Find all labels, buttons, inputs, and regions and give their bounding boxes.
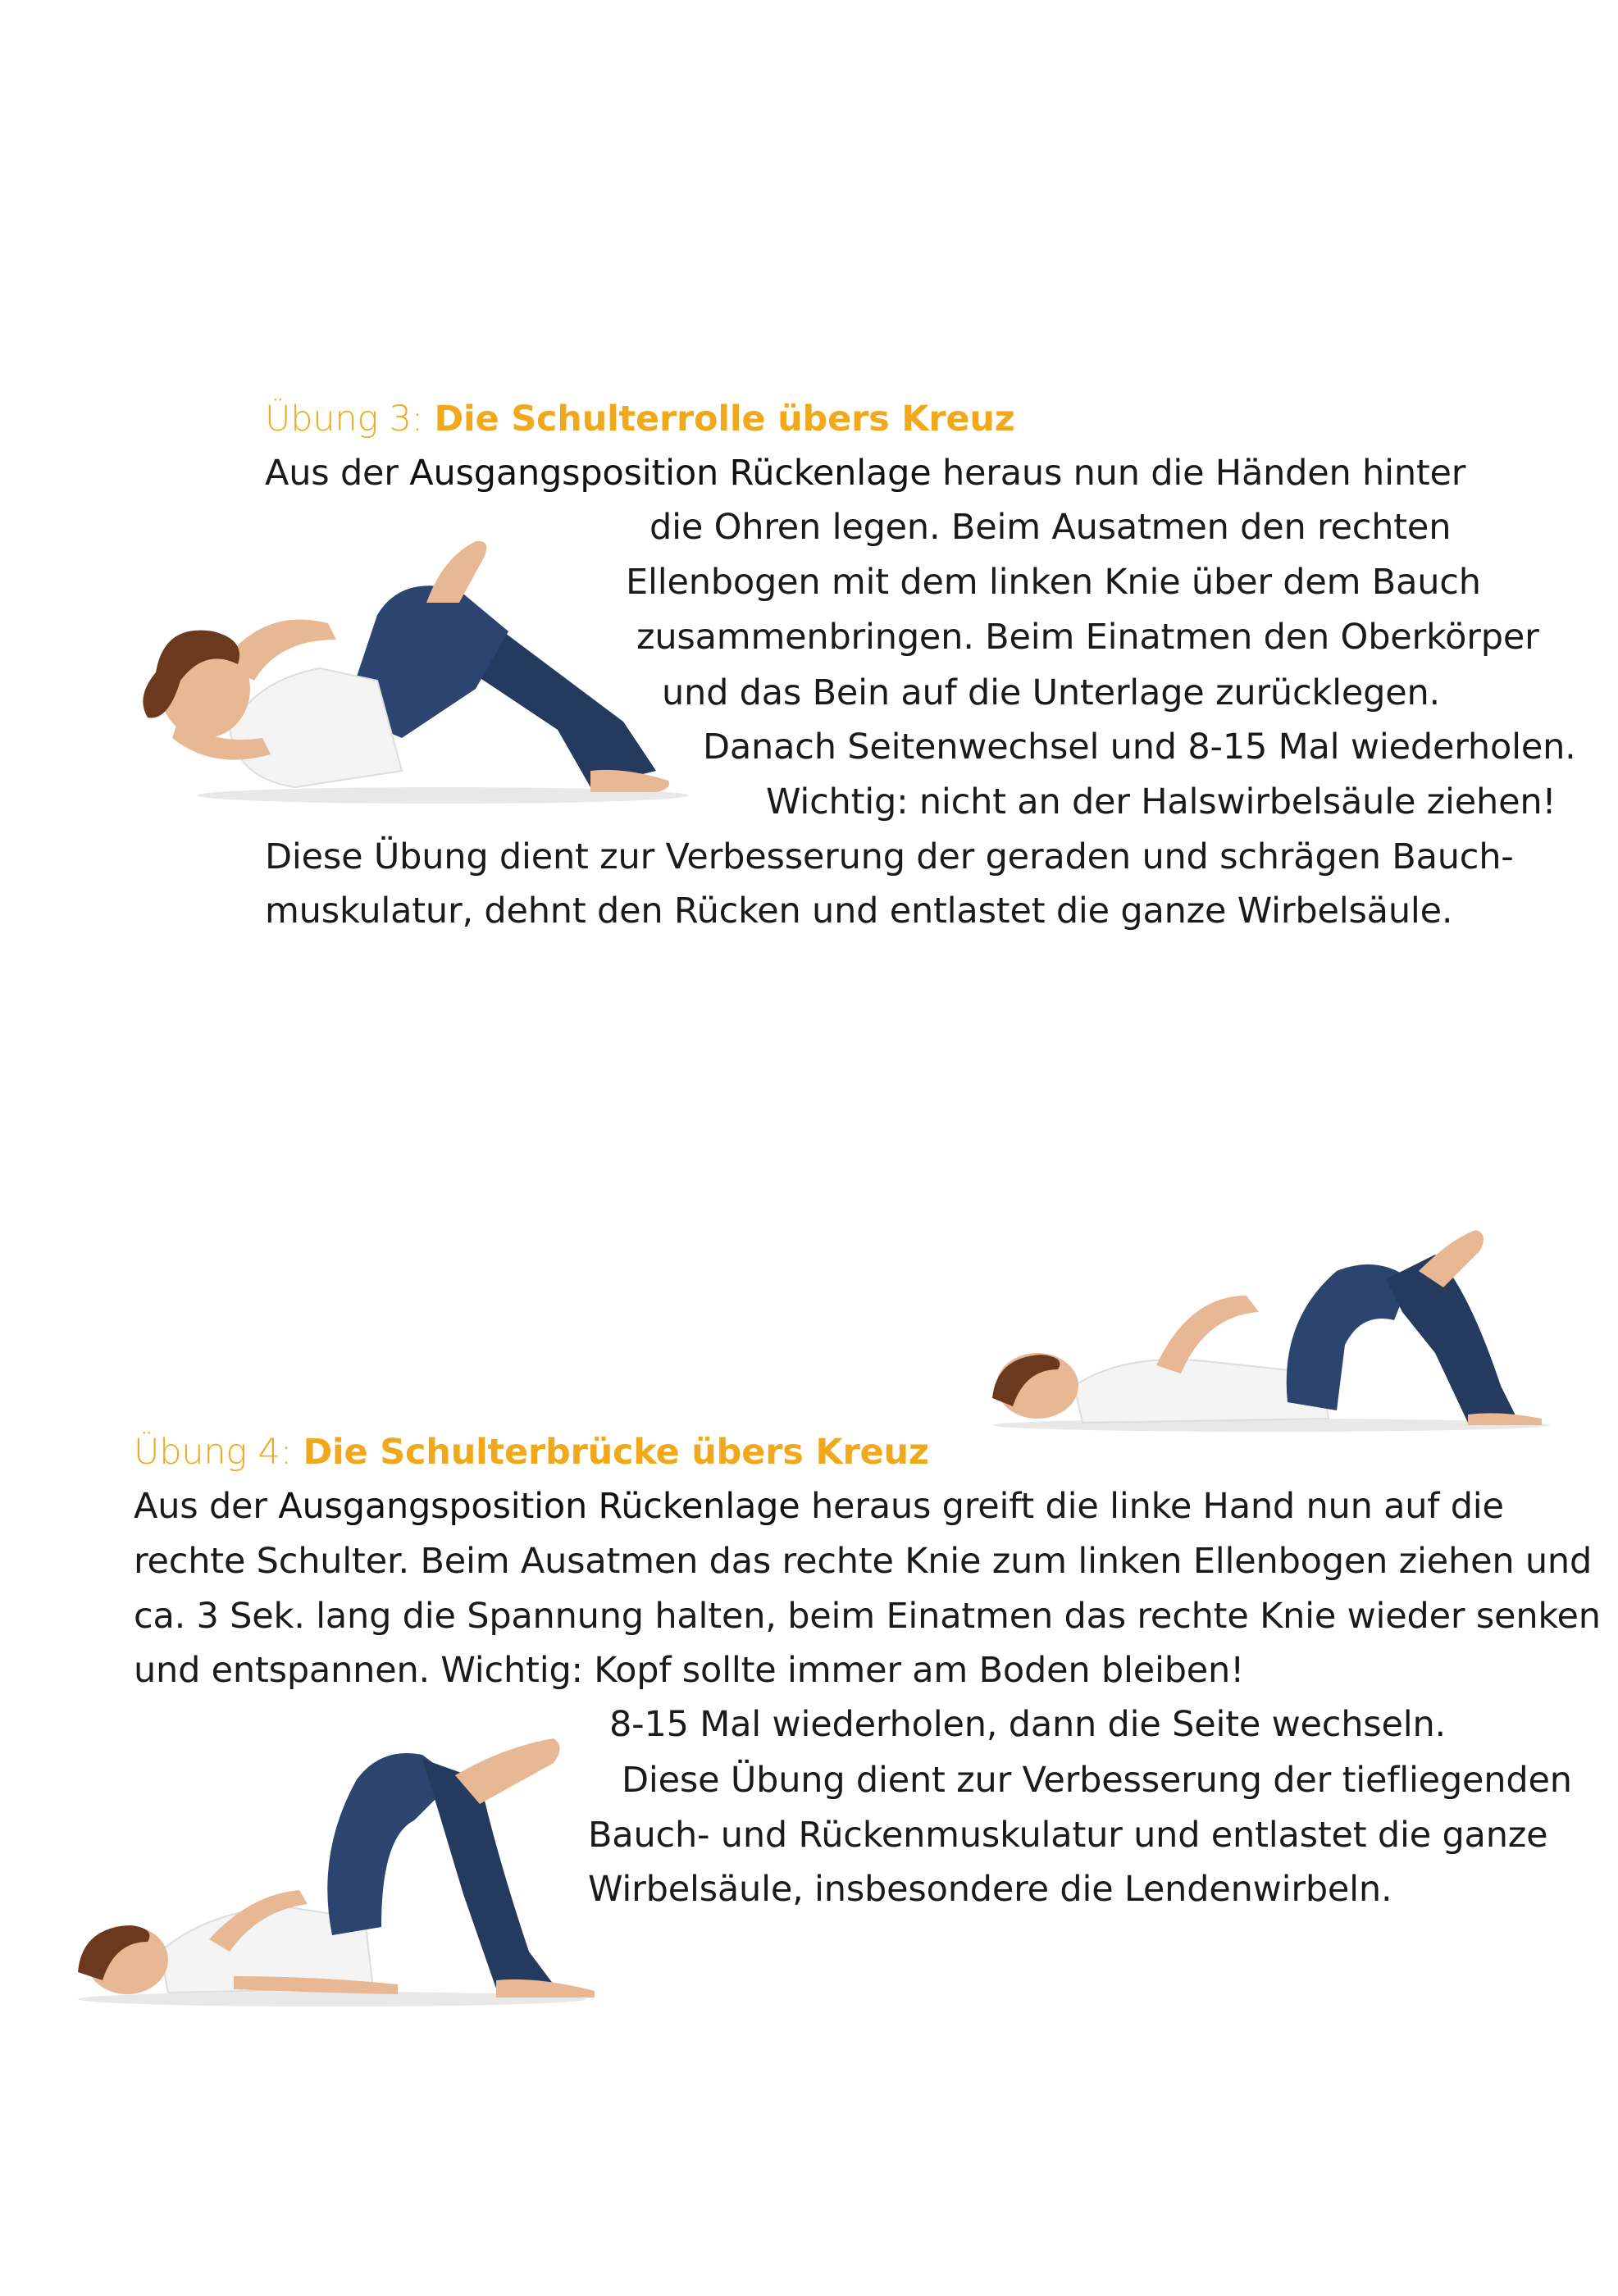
exercise3-label: Übung 3: [265,399,423,440]
exercise4-line-3: ca. 3 Sek. lang die Spannung halten, beim Einatmen das rechte Knie wieder senken [134,1596,1601,1637]
text-segment: Aus der [265,453,410,494]
exercise3-heading [265,392,1015,446]
exercise3-emphasis: Ausgangsposition Rückenlage [409,453,932,494]
woman-lying-bridge-photo [976,1222,1550,1435]
exercise4-line-5: 8-15 Mal wiederholen, dann die Seite wechseln. [609,1704,1447,1745]
exercise4-line-8: Wirbelsäule, insbesondere die Lendenwirbeln. [588,1869,1392,1910]
exercise3-line-4: zusammenbringen. Beim Einatmen den Oberkörper [636,617,1539,658]
exercise4-emphasis: Ausgangsposition Rückenlage [278,1486,800,1527]
exercise3-line-2: die Ohren legen. Beim Ausatmen den rechten [649,507,1452,548]
exercise4-line-2: rechte Schulter. Beim Ausatmen das rechte Knie zum linken Ellenbogen ziehen und [134,1541,1593,1582]
exercise4-line-1 [134,1479,1504,1533]
exercise3-line-8: Diese Übung dient zur Verbesserung der geraden und schrägen Bauch- [265,836,1514,877]
exercise3-line-6: Danach Seitenwechsel und 8-15 Mal wiederholen. [703,727,1576,768]
woman-lying-knee-photo [70,1730,603,2009]
exercise4-line-6: Diese Übung dient zur Verbesserung der tiefliegenden [622,1760,1572,1801]
exercise4-line-7: Bauch- und Rückenmuskulatur und entlastet die ganze [588,1815,1548,1856]
exercise3-line-9: muskulatur, dehnt den Rücken und entlastet die ganze Wirbelsäule. [265,891,1453,932]
exercise4-line-4: und entspannen. Wichtig: Kopf sollte immer am Boden bleiben! [134,1650,1245,1691]
text-segment: heraus nun die Händen hinter [931,453,1466,494]
exercise4-title: Die Schulterbrücke übers Kreuz [303,1432,929,1473]
woman-crunch-photo [131,525,697,808]
exercise3-title: Die Schulterrolle übers Kreuz [434,399,1015,440]
exercise3-line-5: und das Bein auf die Unterlage zurücklegen. [662,672,1440,713]
exercise4-label: Übung 4: [134,1432,292,1473]
text-segment: heraus greift die linke Hand nun auf die [800,1486,1504,1527]
exercise4-heading [134,1425,929,1479]
exercise3-line-3: Ellenbogen mit dem linken Knie über dem Bauch [626,562,1481,603]
exercise3-line-1 [265,446,1465,500]
text-segment: Aus der [134,1486,279,1527]
exercise3-line-7: Wichtig: nicht an der Halswirbelsäule ziehen! [766,781,1556,822]
